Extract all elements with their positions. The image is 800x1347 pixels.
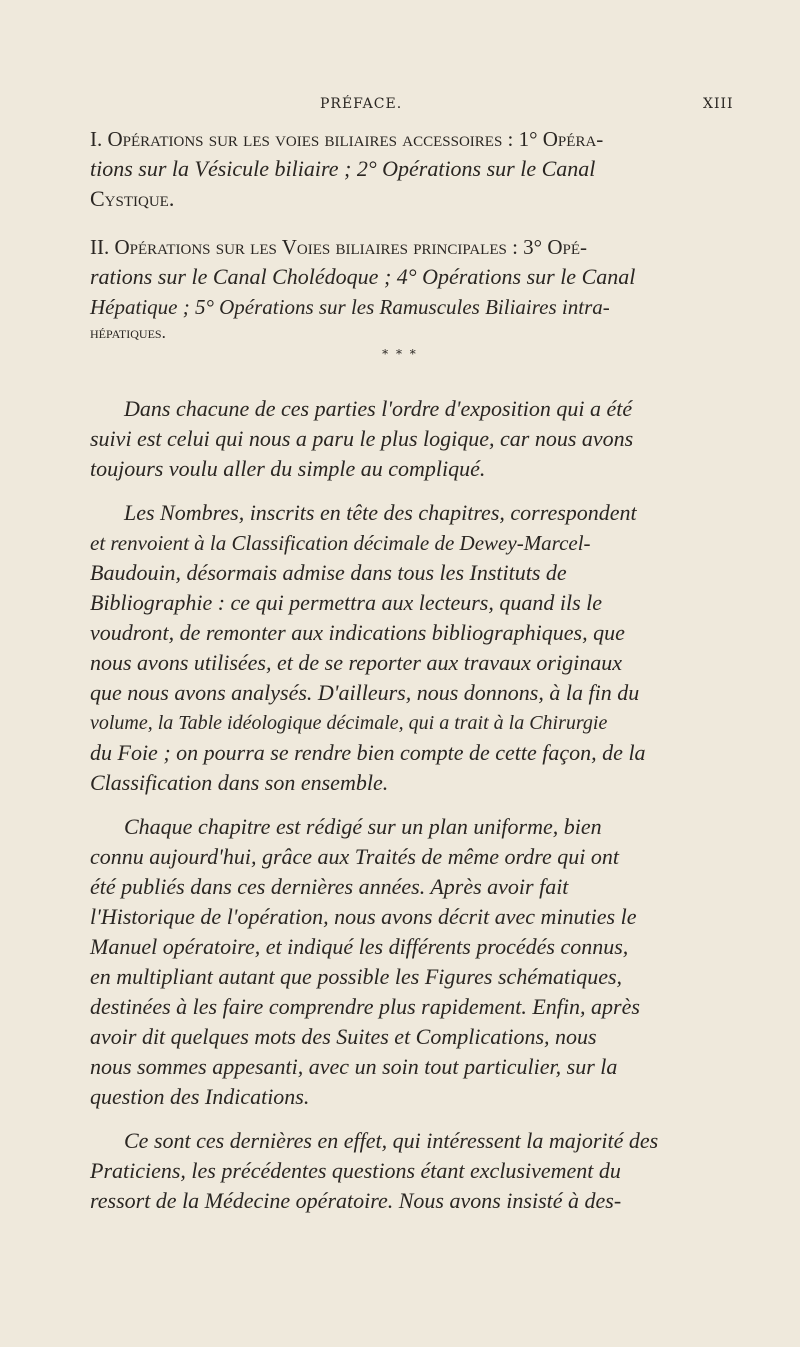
text-line: Ce sont ces dernières en effet, qui intéressent la majorité des xyxy=(124,1128,659,1153)
text-line: I. Opérations sur les voies biliaires accessoires : 1° Opéra- xyxy=(90,127,604,151)
running-header xyxy=(0,96,800,120)
text-line: Cystique. xyxy=(90,186,175,211)
asterism-separator: * * * xyxy=(382,347,418,361)
text-line: l'Historique de l'opération, nous avons décrit avec minuties le xyxy=(90,904,637,929)
text-line: en multipliant autant que possible les Figures schématiques, xyxy=(90,964,623,989)
text-line: II. Opérations sur les Voies biliaires principales : 3° Opé- xyxy=(90,235,587,259)
text-line: rations sur le Canal Cholédoque ; 4° Opérations sur le Canal xyxy=(90,264,636,289)
text-line: hépatiques. xyxy=(90,323,166,342)
text-line: et renvoient à la Classification décimale de Dewey-Marcel- xyxy=(90,531,591,555)
text-line: que nous avons analysés. D'ailleurs, nous donnons, à la fin du xyxy=(90,680,640,705)
text-line: volume, la Table idéologique décimale, qui a trait à la Chirurgie xyxy=(90,712,608,734)
text-line: Classification dans son ensemble. xyxy=(90,770,389,795)
text-line: Chaque chapitre est rédigé sur un plan uniforme, bien xyxy=(124,814,602,839)
page-title: PRÉFACE. xyxy=(320,96,403,112)
text-line: ressort de la Médecine opératoire. Nous avons insisté à des- xyxy=(90,1188,622,1213)
text-line: toujours voulu aller du simple au compliqué. xyxy=(90,456,486,481)
text-line: été publiés dans ces dernières années. Après avoir fait xyxy=(90,874,569,899)
text-line: nous sommes appesanti, avec un soin tout particulier, sur la xyxy=(90,1054,618,1079)
text-line: Bibliographie : ce qui permettra aux lecteurs, quand ils le xyxy=(90,590,603,615)
text-line: Manuel opératoire, et indiqué les différents procédés connus, xyxy=(90,934,629,959)
text-line: Hépatique ; 5° Opérations sur les Ramuscules Biliaires intra- xyxy=(90,295,610,319)
text-line: voudront, de remonter aux indications bibliographiques, que xyxy=(90,620,625,645)
text-line: Praticiens, les précédentes questions étant exclusivement du xyxy=(90,1158,621,1183)
text-line: suivi est celui qui nous a paru le plus logique, car nous avons xyxy=(90,426,634,451)
page-number: XIII xyxy=(703,96,734,112)
text-line: Les Nombres, inscrits en tête des chapitres, correspondent xyxy=(124,500,637,525)
text-line: avoir dit quelques mots des Suites et Complications, nous xyxy=(90,1024,597,1049)
text-line: Dans chacune de ces parties l'ordre d'exposition qui a été xyxy=(124,396,633,421)
text-line: Baudouin, désormais admise dans tous les Instituts de xyxy=(90,560,567,585)
text-line: question des Indications. xyxy=(90,1084,310,1109)
text-line: connu aujourd'hui, grâce aux Traités de même ordre qui ont xyxy=(90,844,619,869)
text-line: du Foie ; on pourra se rendre bien compte de cette façon, de la xyxy=(90,740,646,765)
text-line: nous avons utilisées, et de se reporter aux travaux originaux xyxy=(90,650,622,675)
text-line: tions sur la Vésicule biliaire ; 2° Opérations sur le Canal xyxy=(90,156,596,181)
text-line: destinées à les faire comprendre plus rapidement. Enfin, après xyxy=(90,994,640,1019)
